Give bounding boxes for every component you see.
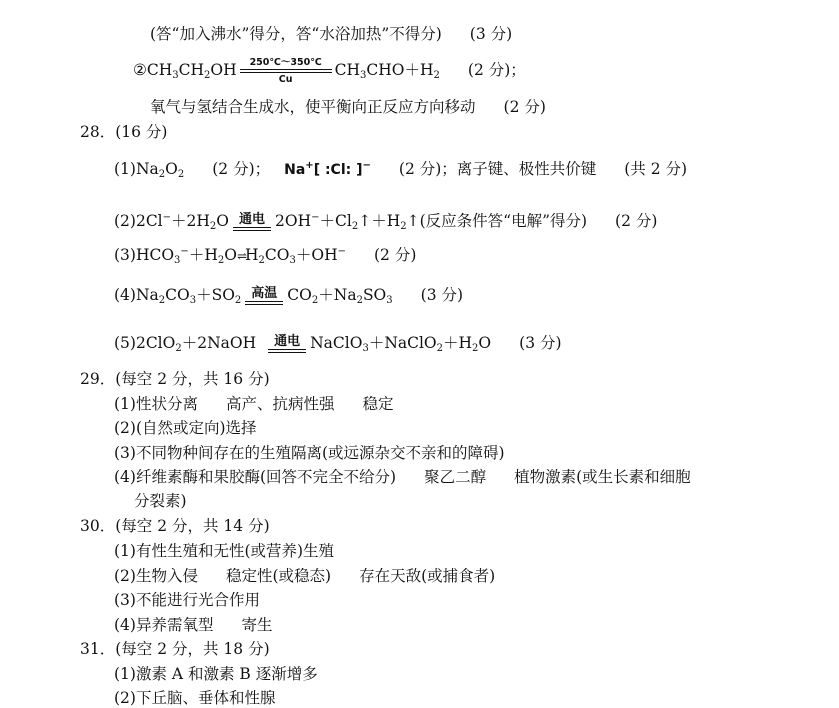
- equation-products: $CH_3CHO+H_2$: [334, 61, 440, 81]
- q29-part-2: (2)(自然或定向)选择: [114, 419, 257, 437]
- reaction-condition: [245, 287, 283, 305]
- score: (2 分)；: [212, 160, 271, 178]
- question-28-heading: 28．(16 分): [80, 123, 168, 141]
- answer: 聚乙二醇: [424, 468, 487, 486]
- score: (3 分): [420, 286, 464, 304]
- answer: 植物激素(或生长素和细胞: [514, 468, 691, 486]
- equation-reactants: $(4)Na_2CO_3+SO_2$: [114, 286, 242, 306]
- note-boiling-water: (答“加入沸水”得分，答“水浴加热”不得分): [150, 25, 442, 43]
- q29-part-4: [114, 467, 691, 487]
- score: (2 分): [373, 246, 417, 264]
- condition-label: 通电: [239, 212, 266, 227]
- reversible-arrow: [240, 69, 332, 73]
- answer: 稳定: [362, 395, 394, 413]
- question-29-heading: 29．(每空 2 分，共 16 分): [80, 370, 270, 388]
- q30-part-1: (1)有性生殖和无性(或营养)生殖: [114, 542, 335, 560]
- answer: (1)性状分离: [114, 395, 198, 413]
- condition-label: 通电: [274, 334, 301, 349]
- score: (3 分): [469, 25, 513, 43]
- q29-part-1: [114, 394, 394, 414]
- equation-products: $2OH^-+Cl_2↑+H_2↑$: [275, 212, 420, 232]
- equation-products: $NaClO_3+NaClO_2+H_2O$: [310, 334, 492, 354]
- explanation: 氧气与氢结合生成水，使平衡向正反应方向移动: [150, 98, 476, 116]
- equation-reactant: $②CH_3CH_2OH$: [133, 61, 237, 81]
- formula-na2o2: $(1)Na_2O_2$: [114, 160, 185, 180]
- answer: 稳定性(或稳态): [225, 567, 332, 585]
- answer: (2)生物入侵: [114, 567, 198, 585]
- condition-catalyst: Cu: [278, 74, 293, 85]
- note: (反应条件答“电解”得分): [419, 212, 588, 230]
- q28-part-4: [114, 280, 463, 310]
- q31-part-2: (2)下丘脑、垂体和性腺: [114, 689, 276, 707]
- answer: (4)异养需氧型: [114, 616, 214, 634]
- equation: $(3)HCO_3^-+H_2O\rightleftharpoons H_2CO_3+OH^-$: [114, 246, 346, 266]
- q28-part-5: [114, 328, 562, 358]
- question-31-heading: 31．(每空 2 分，共 18 分): [80, 640, 270, 658]
- answer: (4)纤维素酶和果胶酶(回答不完全不给分): [114, 468, 397, 486]
- score-total: (共 2 分): [624, 160, 688, 178]
- question-30-heading: 30．(每空 2 分，共 14 分): [80, 517, 270, 535]
- condition-label: 高温: [251, 286, 278, 301]
- score: (2 分)；: [467, 61, 526, 79]
- equation-reactants: (5)2ClO$_2$＋2NaOH: [114, 334, 257, 354]
- equation-ethanol-dehydrogenation: [133, 56, 526, 85]
- score: (3 分): [519, 334, 562, 352]
- q28-part-3: [114, 245, 416, 266]
- q30-part-3: (3)不能进行光合作用: [114, 591, 260, 609]
- score-bond-types: (2 分)；离子键、极性共价键: [398, 160, 597, 178]
- q30-part-4: [114, 615, 272, 635]
- q30-part-2: [114, 566, 495, 586]
- equation-products: $CO_2+Na_2SO_3$: [287, 286, 393, 306]
- answer-line-1: [150, 24, 512, 44]
- reaction-condition: [240, 57, 332, 85]
- score: (2 分): [503, 98, 546, 116]
- answer-line-3: [150, 97, 546, 117]
- answer: 寄生: [241, 616, 273, 634]
- q29-part-3: (3)不同物种间存在的生殖隔离(或远源杂交不亲和的障碍): [114, 444, 505, 462]
- condition-temperature: 250℃～350℃: [249, 57, 322, 68]
- answer: 存在天敌(或捕食者): [359, 567, 496, 585]
- lewis-structure-nacl: Na+[ :Cl: ]−: [284, 160, 371, 178]
- q31-part-1: (1)激素 A 和激素 B 逐渐增多: [114, 665, 318, 683]
- reaction-condition: [268, 335, 306, 353]
- q28-part-2: [114, 206, 657, 236]
- q28-part-1: [114, 159, 687, 180]
- score: (2 分): [615, 212, 658, 230]
- answer: 高产、抗病性强: [225, 395, 335, 413]
- reaction-condition: [233, 213, 271, 231]
- q29-part-4-continued: 分裂素): [134, 492, 187, 510]
- equation-reactants: $(2)2Cl^-+2H_2O$: [114, 212, 230, 232]
